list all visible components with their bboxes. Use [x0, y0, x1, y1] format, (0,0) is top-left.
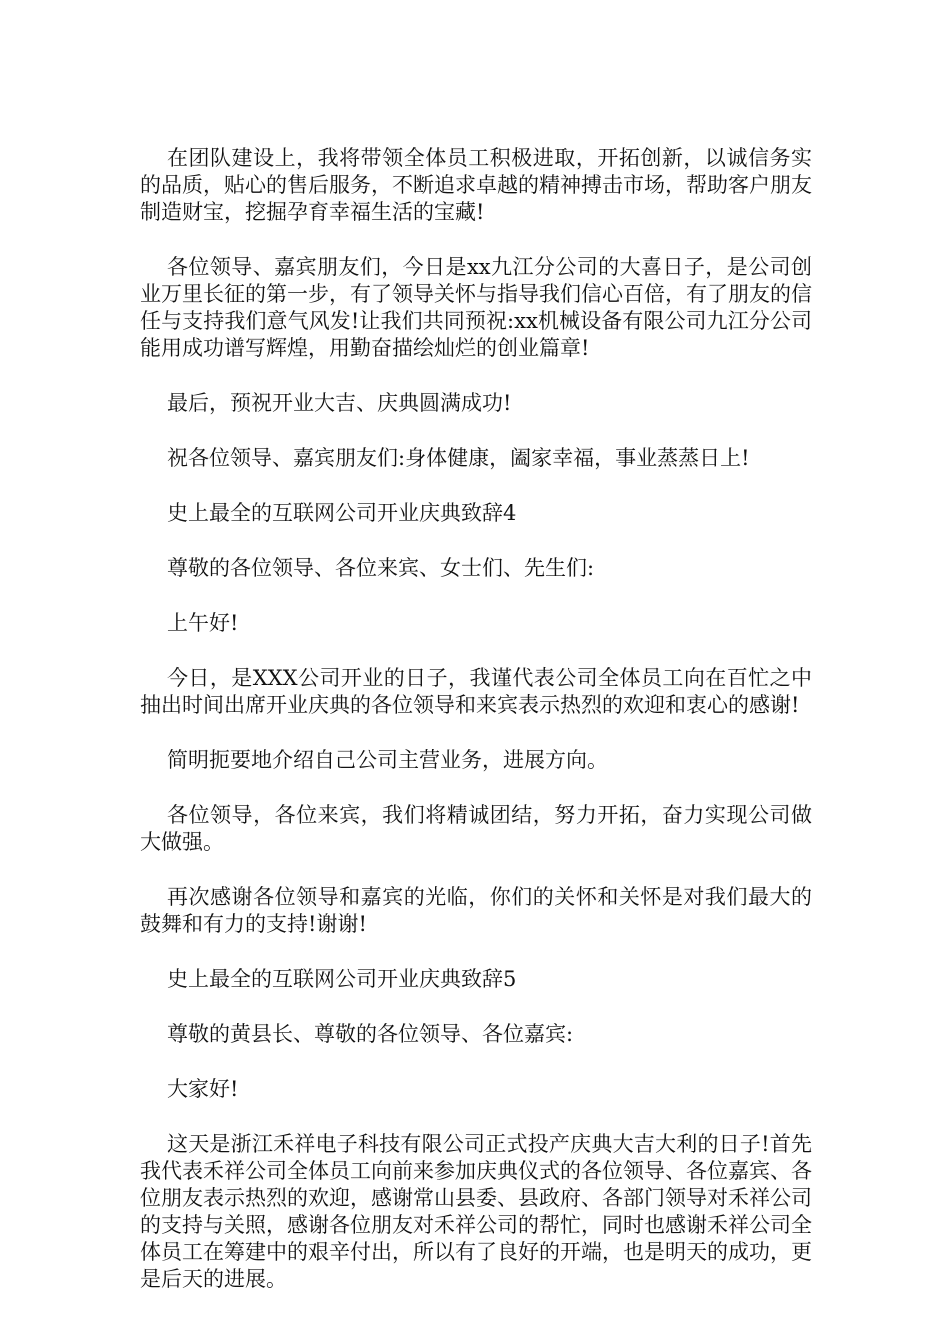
paragraph-commitment: 各位领导，各位来宾，我们将精诚团结，努力开拓，奋力实现公司做大做强。	[140, 803, 812, 854]
paragraph-salutation-5: 尊敬的黄县长、尊敬的各位领导、各位嘉宾:	[167, 1022, 574, 1046]
paragraph-production-ceremony: 这天是浙江禾祥电子科技有限公司正式投产庆典大吉大利的日子!首先我代表禾祥公司全体员工向前来参加庆典仪式的各位领导、各位嘉宾、各位朋友表示热烈的欢迎，感谢常山县委、县政府、各部门领导对禾祥公司的支持与关照，感谢各位朋友对禾祥公司的帮忙，同时也感谢禾祥公司全体员工在筹建中的艰辛付出，所以有了良好的开端，也是明天的成功，更是后天的进展。	[140, 1132, 812, 1291]
paragraph-hello-everyone: 大家好!	[167, 1077, 239, 1101]
paragraph-blessing: 祝各位领导、嘉宾朋友们:身体健康，阖家幸福，事业蒸蒸日上!	[167, 446, 750, 470]
section-heading-4: 史上最全的互联网公司开业庆典致辞4	[167, 501, 517, 525]
paragraph-good-morning: 上午好!	[167, 611, 239, 635]
paragraph-opening-welcome: 今日，是XXX公司开业的日子，我谨代表公司全体员工向在百忙之中抽出时间出席开业庆典的各位领导和来宾表示热烈的欢迎和衷心的感谢!	[140, 666, 812, 717]
paragraph-team-building: 在团队建设上，我将带领全体员工积极进取，开拓创新，以诚信务实的品质，贴心的售后服务，不断追求卓越的精神搏击市场，帮助客户朋友制造财宝，挖掘孕育幸福生活的宝藏!	[140, 146, 812, 224]
paragraph-thanks: 再次感谢各位领导和嘉宾的光临，你们的关怀和关怀是对我们最大的鼓舞和有力的支持!谢谢!	[140, 885, 812, 936]
paragraph-business-intro: 简明扼要地介绍自己公司主营业务，进展方向。	[167, 748, 608, 772]
section-heading-5: 史上最全的互联网公司开业庆典致辞5	[167, 967, 517, 991]
paragraph-salutation-4: 尊敬的各位领导、各位来宾、女士们、先生们:	[167, 556, 595, 580]
document-page	[140, 145, 812, 1321]
paragraph-final-wish: 最后，预祝开业大吉、庆典圆满成功!	[167, 391, 512, 415]
paragraph-greeting-guests: 各位领导、嘉宾朋友们，今日是xx九江分公司的大喜日子，是公司创业万里长征的第一步，有了领导关怀与指导我们信心百倍，有了朋友的信任与支持我们意气风发!让我们共同预祝:xx机械设备有限公司九江分公司能用成功谱写辉煌，用勤奋描绘灿烂的创业篇章!	[140, 255, 812, 360]
